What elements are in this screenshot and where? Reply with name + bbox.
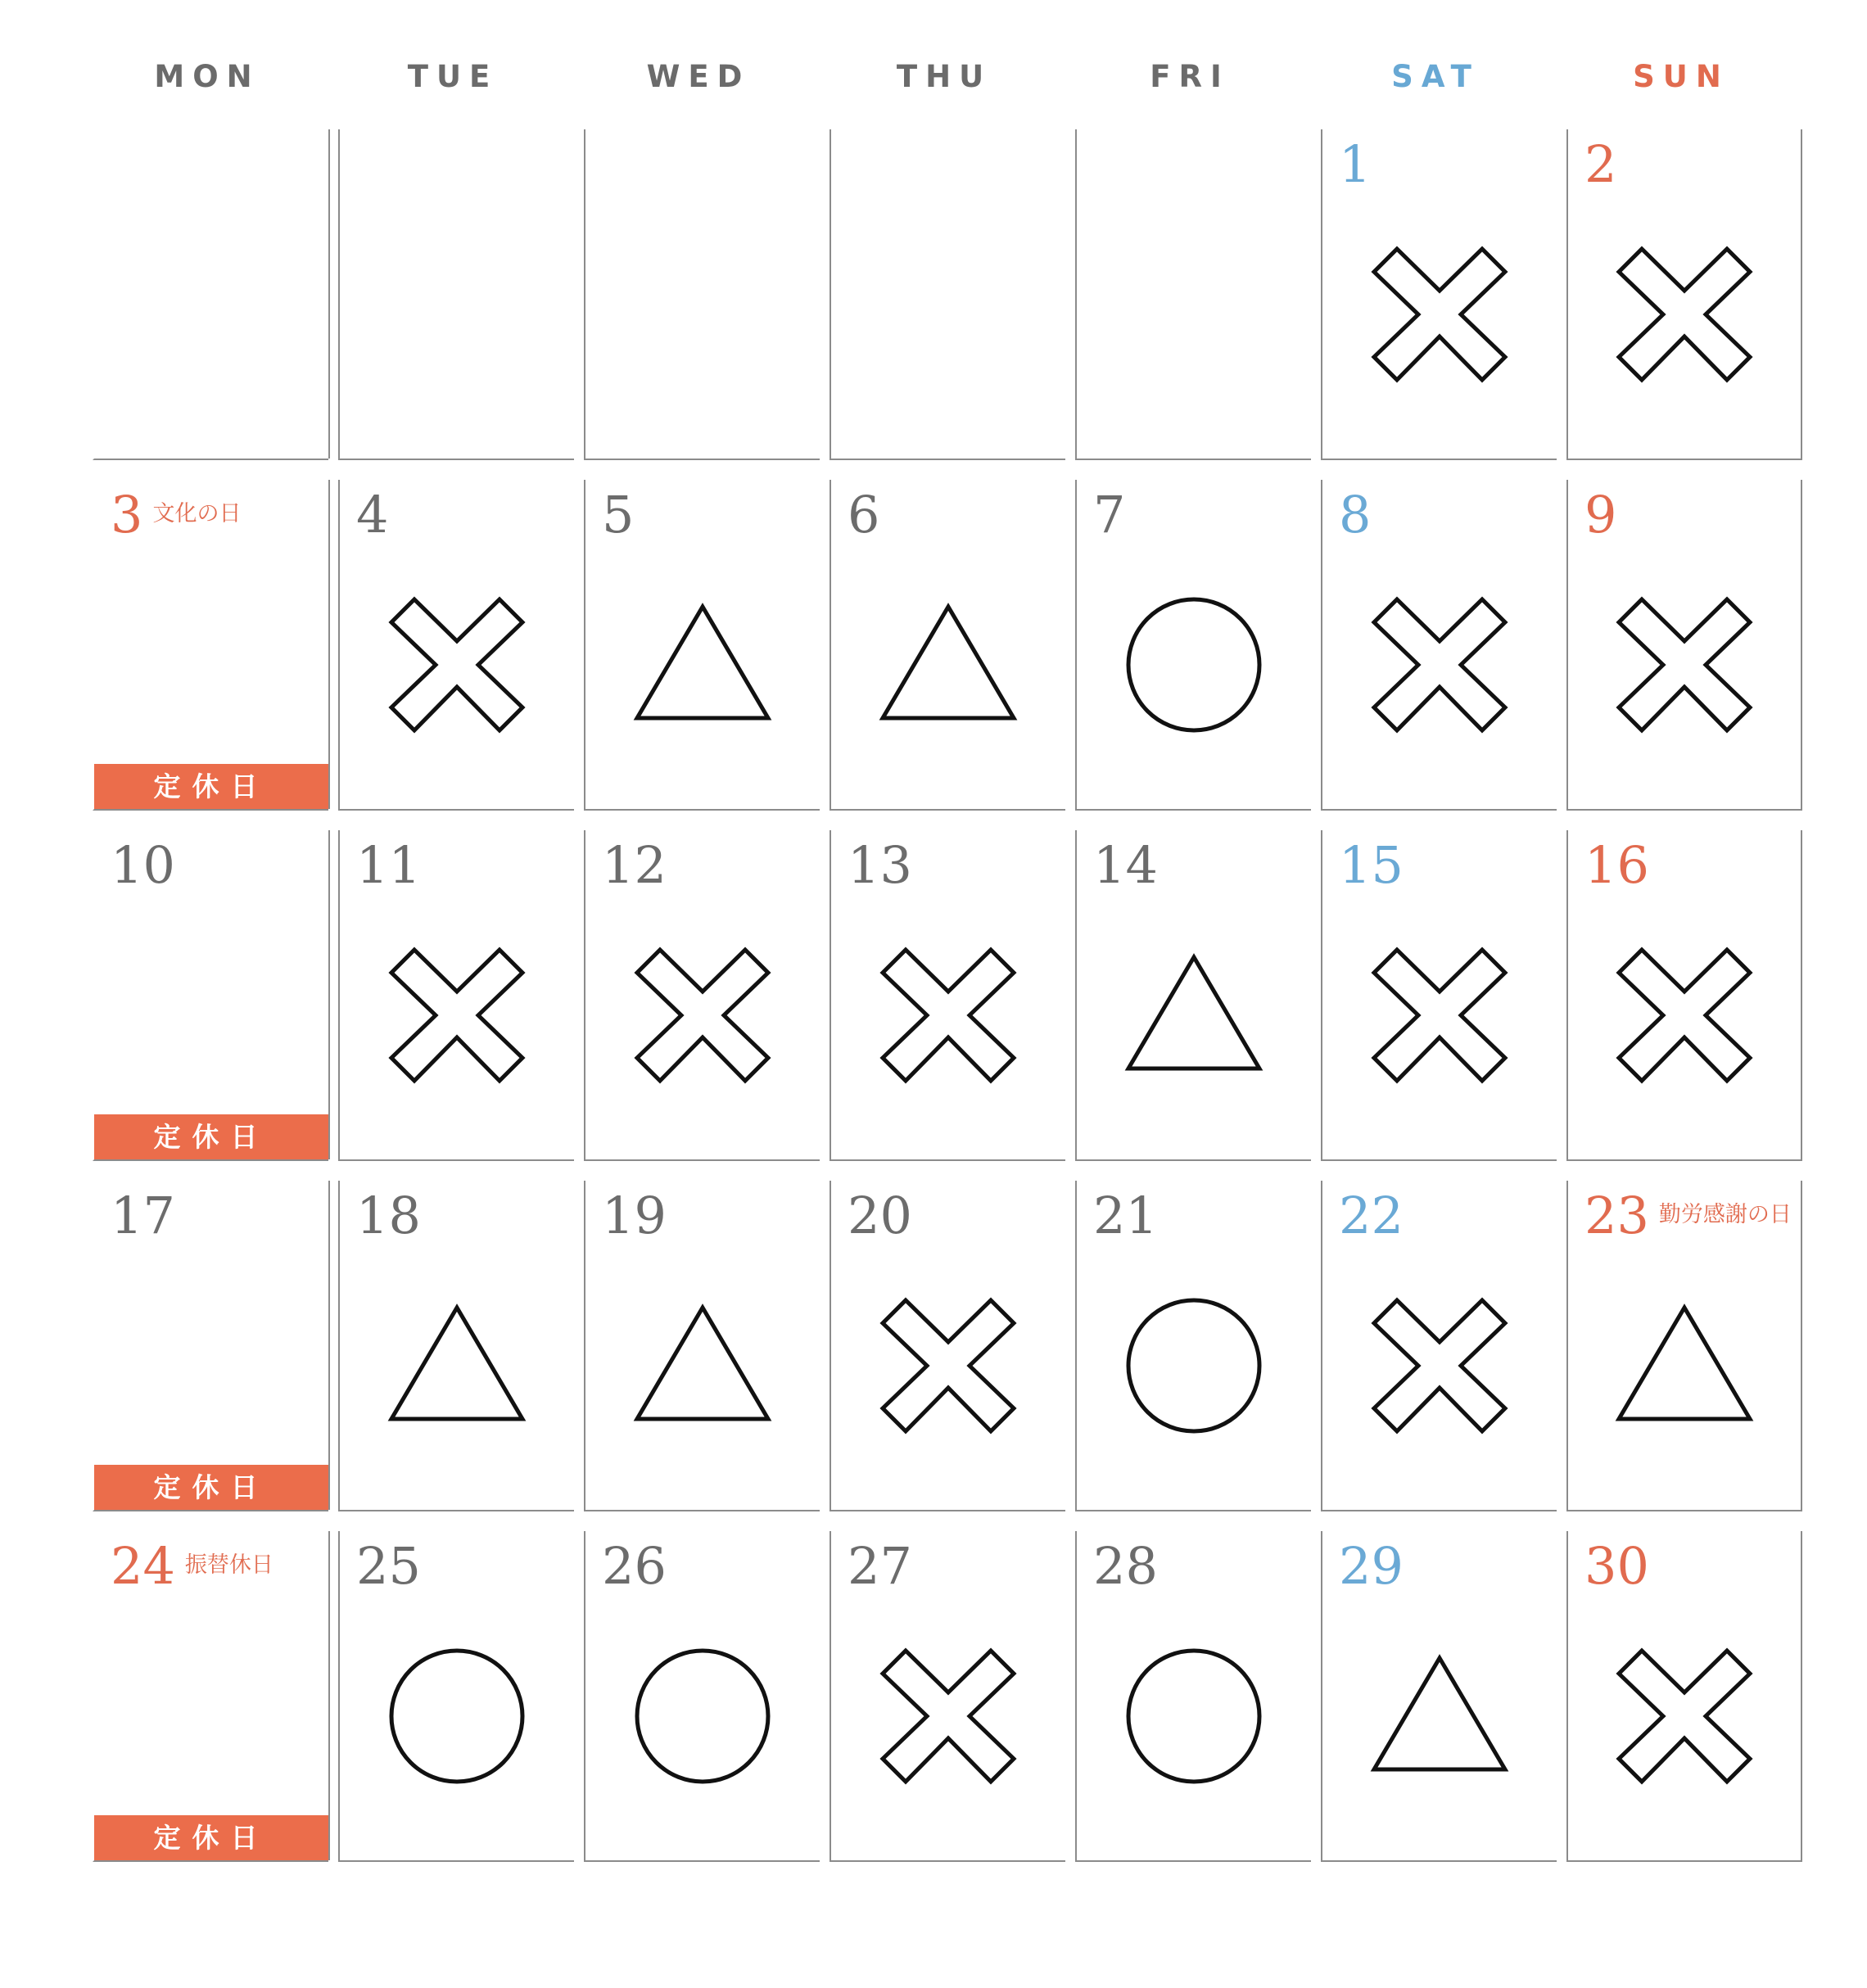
day-number [1584, 1186, 1792, 1245]
day-number-text: 18 [356, 1186, 421, 1245]
day-cell-15[interactable] [1321, 830, 1557, 1161]
day-number [848, 1186, 912, 1245]
day-number-text: 30 [1584, 1536, 1649, 1596]
day-cell-23[interactable] [1566, 1181, 1802, 1511]
cross-mark [1374, 599, 1505, 730]
day-number-text: 16 [1584, 835, 1649, 895]
day-cell-13[interactable] [830, 830, 1065, 1161]
cross-icon [387, 595, 527, 734]
day-number [1584, 1536, 1649, 1596]
day-number-text: 14 [1093, 835, 1158, 895]
day-number [1339, 134, 1372, 194]
day-number-text: 28 [1093, 1536, 1158, 1596]
cross-mark [391, 950, 522, 1081]
day-cell-2[interactable] [1566, 129, 1802, 460]
day-cell-8[interactable] [1321, 480, 1557, 811]
day-number-text: 27 [848, 1536, 912, 1596]
cross-mark [1374, 249, 1505, 380]
day-number [602, 485, 635, 544]
circle-icon [1124, 1647, 1264, 1786]
closed-day-banner: 定休日 [94, 764, 328, 809]
day-number [1093, 1186, 1158, 1245]
day-number [848, 485, 880, 544]
day-number [1339, 485, 1372, 544]
weekday-sat: SAT [1391, 59, 1480, 94]
weekday-header [93, 59, 1812, 108]
day-number [111, 835, 175, 895]
cross-icon [1370, 595, 1509, 734]
triangle-icon [1124, 946, 1264, 1085]
cross-icon [1370, 946, 1509, 1085]
triangle-mark [637, 1308, 768, 1419]
day-number [602, 1186, 667, 1245]
cross-icon [1615, 946, 1754, 1085]
day-number-text: 22 [1339, 1186, 1404, 1245]
cross-icon [387, 946, 527, 1085]
day-number [848, 1536, 912, 1596]
day-number [356, 1186, 421, 1245]
cross-icon [633, 946, 772, 1085]
holiday-name: 文化の日 [152, 501, 242, 526]
cross-mark [637, 950, 768, 1081]
day-number-text: 11 [356, 835, 421, 895]
weekday-fri: FRI [1150, 59, 1230, 94]
triangle-icon [1615, 1296, 1754, 1435]
day-cell-17[interactable] [93, 1181, 328, 1511]
empty-cell [338, 129, 574, 460]
empty-cell [93, 129, 328, 460]
cross-mark [391, 599, 522, 730]
triangle-mark [1128, 957, 1259, 1069]
day-number-text: 12 [602, 835, 667, 895]
weekday-tue: TUE [407, 59, 499, 94]
day-number-text: 13 [848, 835, 912, 895]
cross-icon [879, 946, 1018, 1085]
triangle-mark [637, 607, 768, 718]
day-number-text: 17 [111, 1186, 175, 1245]
day-cell-28[interactable] [1075, 1531, 1311, 1862]
closed-day-banner: 定休日 [94, 1114, 328, 1159]
day-cell-10[interactable] [93, 830, 328, 1161]
cross-mark [883, 1651, 1014, 1782]
day-number [1339, 835, 1404, 895]
day-number [602, 1536, 667, 1596]
cross-icon [879, 1647, 1018, 1786]
day-cell-11[interactable] [338, 830, 574, 1161]
day-number-text: 20 [848, 1186, 912, 1245]
closed-day-banner: 定休日 [94, 1815, 328, 1860]
day-number-text: 8 [1339, 485, 1372, 544]
day-number [1584, 134, 1617, 194]
day-number [1584, 485, 1617, 544]
circle-icon [633, 1647, 772, 1786]
cross-icon [1370, 245, 1509, 384]
day-cell-30[interactable] [1566, 1531, 1802, 1862]
triangle-icon [633, 1296, 772, 1435]
empty-cell [830, 129, 1065, 460]
day-number [111, 1536, 273, 1596]
triangle-icon [1370, 1647, 1509, 1786]
day-cell-24[interactable] [93, 1531, 328, 1862]
cross-mark [1619, 599, 1750, 730]
circle-mark [1128, 599, 1259, 730]
weekday-wed: WED [646, 59, 751, 94]
weekday-sun: SUN [1633, 59, 1729, 94]
circle-mark [391, 1651, 522, 1782]
circle-mark [1128, 1651, 1259, 1782]
day-number-text: 24 [111, 1536, 175, 1596]
cross-mark [883, 1300, 1014, 1431]
triangle-mark [1619, 1308, 1750, 1419]
day-cell-3[interactable] [93, 480, 328, 811]
cross-mark [1619, 950, 1750, 1081]
cross-mark [1374, 1300, 1505, 1431]
day-number-text: 6 [848, 485, 880, 544]
day-cell-20[interactable] [830, 1181, 1065, 1511]
circle-mark [1128, 1300, 1259, 1431]
day-cell-21[interactable] [1075, 1181, 1311, 1511]
circle-icon [1124, 1296, 1264, 1435]
day-cell-19[interactable] [584, 1181, 820, 1511]
triangle-mark [883, 607, 1014, 718]
day-number-text: 2 [1584, 134, 1617, 194]
calendar [93, 0, 1812, 1988]
triangle-mark [1374, 1658, 1505, 1769]
cross-icon [1370, 1296, 1509, 1435]
day-cell-22[interactable] [1321, 1181, 1557, 1511]
day-number-text: 15 [1339, 835, 1404, 895]
day-cell-25[interactable] [338, 1531, 574, 1862]
triangle-icon [879, 595, 1018, 734]
day-number-text: 5 [602, 485, 635, 544]
day-cell-6[interactable] [830, 480, 1065, 811]
day-cell-4[interactable] [338, 480, 574, 811]
triangle-mark [391, 1308, 522, 1419]
day-number-text: 25 [356, 1536, 421, 1596]
day-number [111, 485, 242, 544]
day-number [1339, 1536, 1404, 1596]
day-number [111, 1186, 175, 1245]
closed-day-banner: 定休日 [94, 1465, 328, 1510]
cross-mark [1374, 950, 1505, 1081]
day-number [356, 485, 389, 544]
circle-icon [1124, 595, 1264, 734]
day-number-text: 7 [1093, 485, 1126, 544]
cross-mark [1619, 249, 1750, 380]
cross-icon [1615, 245, 1754, 384]
cross-mark [1619, 1651, 1750, 1782]
day-cell-18[interactable] [338, 1181, 574, 1511]
day-number [1093, 485, 1126, 544]
day-cell-12[interactable] [584, 830, 820, 1161]
day-number [1093, 835, 1158, 895]
day-number-text: 23 [1584, 1186, 1649, 1245]
day-number-text: 19 [602, 1186, 667, 1245]
day-number-text: 3 [111, 485, 143, 544]
day-number-text: 10 [111, 835, 175, 895]
triangle-icon [387, 1296, 527, 1435]
cross-mark [883, 950, 1014, 1081]
day-number-text: 9 [1584, 485, 1617, 544]
day-cell-16[interactable] [1566, 830, 1802, 1161]
weekday-mon: MON [154, 59, 260, 94]
empty-cell [1075, 129, 1311, 460]
day-cell-14[interactable] [1075, 830, 1311, 1161]
cross-icon [879, 1296, 1018, 1435]
day-cell-27[interactable] [830, 1531, 1065, 1862]
day-cell-26[interactable] [584, 1531, 820, 1862]
day-cell-7[interactable] [1075, 480, 1311, 811]
cross-icon [1615, 595, 1754, 734]
day-number-text: 21 [1093, 1186, 1158, 1245]
circle-icon [387, 1647, 527, 1786]
day-number [356, 835, 421, 895]
weekday-thu: THU [896, 59, 992, 94]
day-cell-29[interactable] [1321, 1531, 1557, 1862]
holiday-name: 勤労感謝の日 [1658, 1202, 1792, 1227]
day-number [1093, 1536, 1158, 1596]
day-number-text: 26 [602, 1536, 667, 1596]
day-number [602, 835, 667, 895]
day-number [848, 835, 912, 895]
cross-icon [1615, 1647, 1754, 1786]
day-number-text: 1 [1339, 134, 1372, 194]
day-number [1339, 1186, 1404, 1245]
day-cell-1[interactable] [1321, 129, 1557, 460]
circle-mark [637, 1651, 768, 1782]
day-number-text: 4 [356, 485, 389, 544]
day-number [1584, 835, 1649, 895]
day-cell-5[interactable] [584, 480, 820, 811]
holiday-name: 振替休日 [184, 1552, 273, 1578]
triangle-icon [633, 595, 772, 734]
day-number-text: 29 [1339, 1536, 1404, 1596]
day-cell-9[interactable] [1566, 480, 1802, 811]
day-number [356, 1536, 421, 1596]
empty-cell [584, 129, 820, 460]
